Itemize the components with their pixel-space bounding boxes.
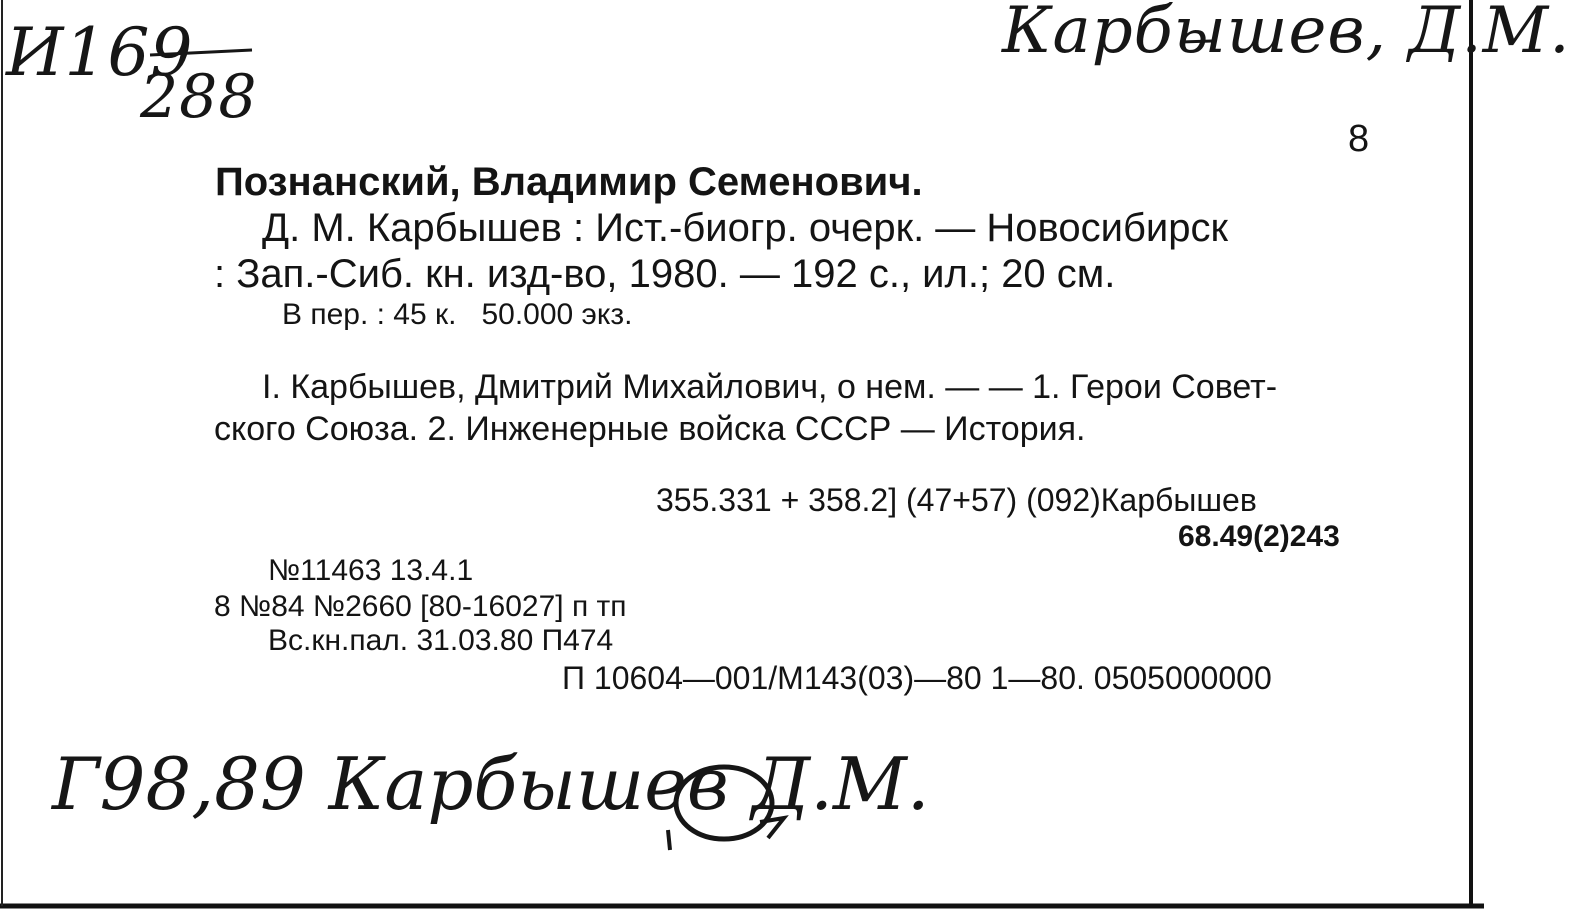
subjects-line-1: I. Карбышев, Дмитрий Михайлович, о нем. — — 1. Герои Совет-: [262, 368, 1278, 406]
bbk-classification: 68.49(2)243: [1178, 520, 1340, 553]
card-number: 8: [1348, 118, 1370, 160]
technical-line-2: 8 №84 №2660 [80-16027] п тп: [214, 590, 627, 623]
price-line: В пер. : 45 к. 50.000 экз.: [282, 298, 633, 331]
udc-classification: 355.331 + 358.2] (47+57) (092)Карбышев: [656, 482, 1257, 518]
handwritten-index-sub: 288: [140, 62, 258, 132]
author-heading: Познанский, Владимир Семенович.: [215, 160, 923, 204]
technical-line-1: №11463 13.4.1: [268, 554, 474, 587]
technical-line-4: П 10604—001/М143(03)—80 1—80. 0505000000: [562, 660, 1272, 696]
title-line-1: Д. М. Карбышев : Ист.-биогр. очерк. — Новосибирск: [262, 206, 1228, 250]
title-line-2: : Зап.-Сиб. кн. изд-во, 1980. — 192 с., ил.; 20 см.: [214, 252, 1116, 296]
subjects-line-2: ского Союза. 2. Инженерные войска СССР — История.: [214, 410, 1086, 448]
technical-line-3: Вс.кн.пал. 31.03.80 П474: [268, 624, 614, 657]
handwritten-bottom-note: Г98,89 Карбышев Д.М.: [52, 742, 930, 826]
handwritten-index: И169: [6, 14, 194, 91]
handwritten-author-name: Карбышев, Д.М.: [1002, 0, 1571, 68]
